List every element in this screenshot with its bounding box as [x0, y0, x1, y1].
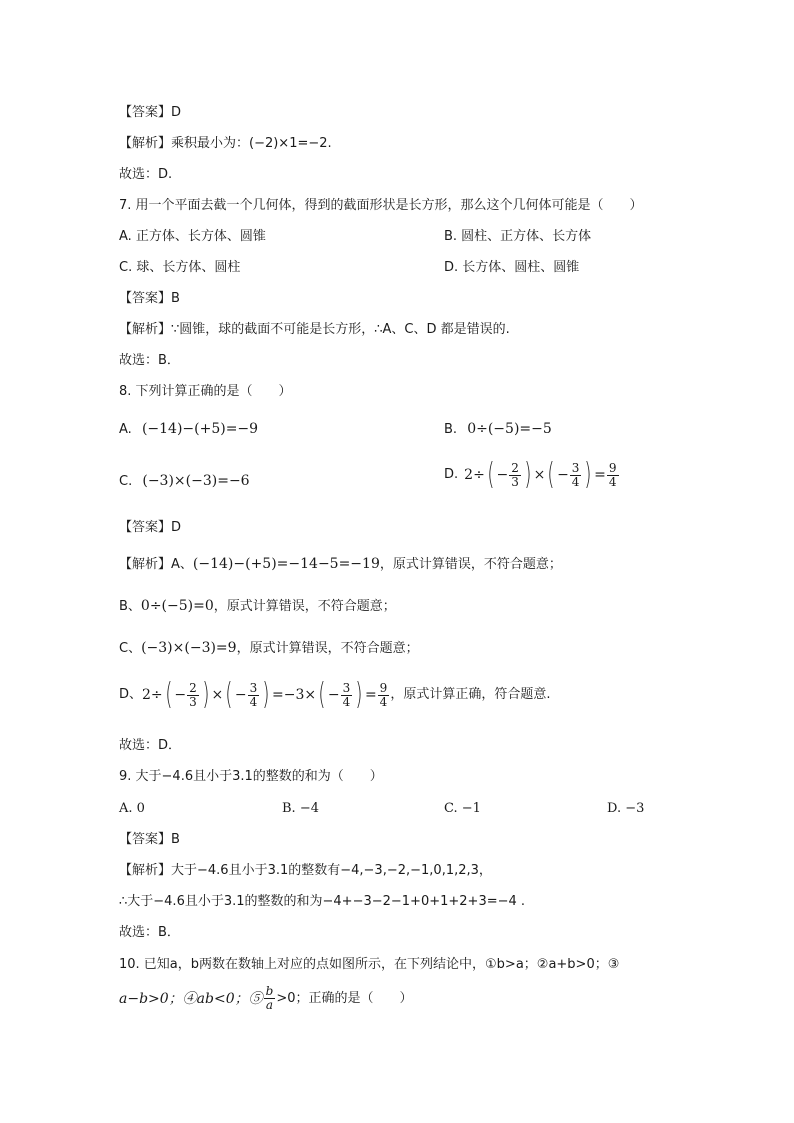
q10-stem-line2: a−b>0；④ab<0；⑤ $\frac{b}{a}$ >0；正确的是（ ） — [119, 984, 413, 1012]
q8-option-a — [119, 420, 258, 439]
fraction: $\frac{9}{4}$ — [608, 460, 617, 489]
q9-option-b: B. −4 — [282, 801, 319, 816]
q8-option-d: D. 2÷ ( − $\frac{2}{3}$ ) × ( − $\frac{3}{4}$ ) = $\frac{9}{4}$ — [444, 457, 617, 492]
q7-conclusion: 故选：B． — [119, 353, 180, 368]
q6-answer: 【答案】D — [119, 105, 182, 120]
q9-option-c: C. −1 — [444, 801, 481, 816]
q8-option-c — [119, 472, 250, 491]
q9-stem: 9. 大于−4.6且小于3.1的整数的和为（ ） — [119, 769, 383, 784]
q8-option-b-expr: 0÷(−5)=−5 — [467, 421, 552, 437]
q9-option-d: D. −3 — [607, 801, 645, 816]
q6-analysis: 【解析】乘积最小为：(−2)×1=−2. — [119, 136, 332, 151]
q8-analysis-d: D、 2÷ ( − $\frac{2}{3}$ ) × ( − $\frac{3}{4}$ ) =−3× ( − $\frac{3}{4}$ ) = $\frac{9}{4}$ ，原式计算正确，符合题意. — [119, 677, 551, 712]
q9-analysis-line1: 【解析】大于−4.6且小于3.1的整数有−4,−3,−2,−1,0,1,2,3， — [119, 863, 492, 878]
q8-analysis-a: 【解析】A、(−14)−(+5)=−14−5=−19，原式计算错误，不符合题意； — [119, 556, 562, 572]
q6-conclusion: 故选：D. — [119, 167, 173, 182]
q8-option-c-expr: (−3)×(−3)=−6 — [142, 473, 250, 489]
q8-option-d-label: D. — [444, 467, 459, 482]
q8-option-d-pre: 2÷ — [464, 467, 485, 483]
q8-option-a-label: A. — [119, 422, 132, 437]
q7-stem: 7. 用一个平面去截一个几何体，得到的截面形状是长方形，那么这个几何体可能是（ ） — [119, 198, 643, 213]
q8-option-c-label: C. — [119, 474, 133, 489]
q8-option-a-expr: (−14)−(+5)=−9 — [141, 421, 259, 437]
q7-option-b: B. 圆柱、正方体、长方体 — [444, 229, 592, 244]
q7-option-d: D. 长方体、圆柱、圆锥 — [444, 260, 580, 275]
q9-answer: 【答案】B — [119, 832, 180, 847]
q8-option-b — [444, 420, 552, 439]
fraction: $\frac{3}{4}$ — [571, 460, 580, 489]
q8-option-b-label: B. — [444, 422, 458, 437]
right-paren: ) — [584, 457, 592, 492]
left-paren: ( — [547, 457, 555, 492]
q8-conclusion: 故选：D． — [119, 738, 182, 753]
q7-option-a: A. 正方体、长方体、圆锥 — [119, 229, 266, 244]
q10-stem-line1: 10. 已知a，b两数在数轴上对应的点如图所示，在下列结论中，①b>a；②a+b>0；③ — [119, 957, 620, 972]
q8-answer: 【答案】D — [119, 520, 182, 535]
left-paren: ( — [487, 457, 495, 492]
q9-option-a: A. 0 — [119, 801, 145, 816]
q7-option-c: C. 球、长方体、圆柱 — [119, 260, 241, 275]
q7-analysis: 【解析】∵圆锥，球的截面不可能是长方形，∴A、C、D 都是错误的. — [119, 322, 510, 337]
q9-conclusion: 故选：B． — [119, 925, 180, 940]
q8-analysis-b: B、0÷(−5)=0，原式计算错误，不符合题意； — [119, 598, 396, 614]
q8-stem: 8. 下列计算正确的是（ ） — [119, 384, 292, 399]
q7-answer: 【答案】B — [119, 291, 180, 306]
q8-analysis-c: C、(−3)×(−3)=9，原式计算错误，不符合题意； — [119, 640, 419, 656]
fraction: $\frac{2}{3}$ — [511, 460, 519, 489]
q9-analysis-line2: ∴大于−4.6且小于3.1的整数的和为−4+−3−2−1+0+1+2+3=−4 . — [119, 894, 526, 909]
right-paren: ) — [524, 457, 532, 492]
